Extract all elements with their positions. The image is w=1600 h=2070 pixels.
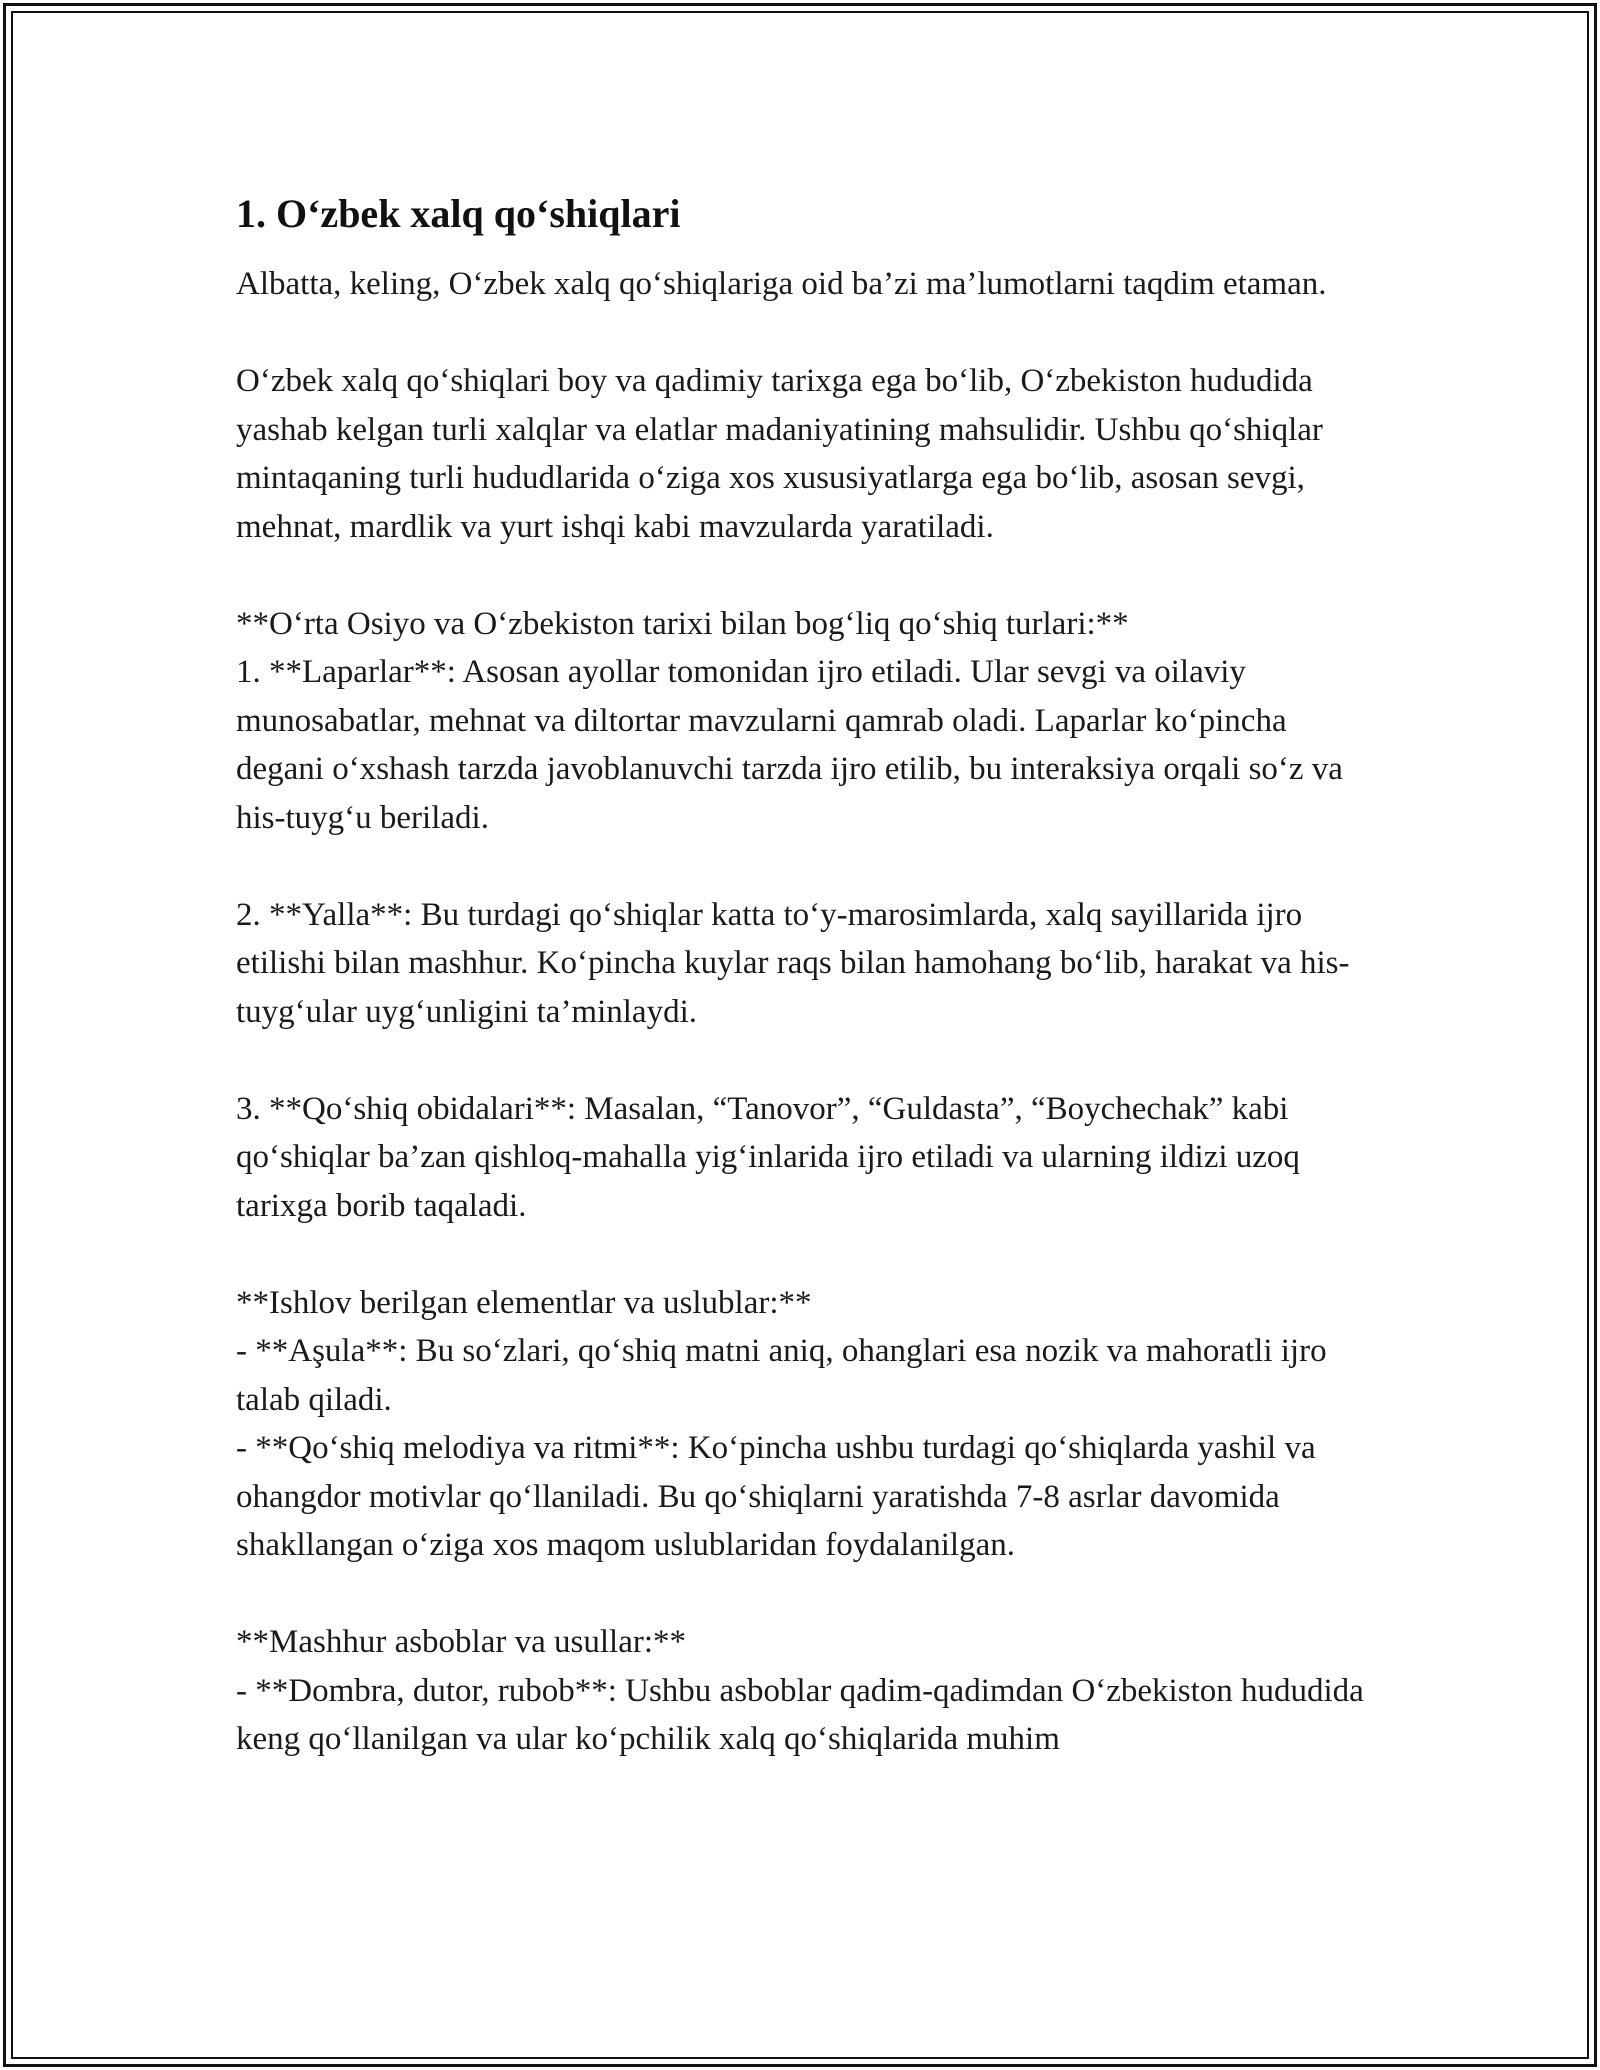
paragraph-spacer (236, 1570, 1376, 1619)
section-heading-instruments: **Mashhur asboblar va usullar:** (236, 1624, 686, 1660)
paragraph-spacer (236, 309, 1376, 358)
history-paragraph: O‘zbek xalq qo‘shiqlari boy va qadimiy tarixga ega bo‘lib, O‘zbekiston hududida yashab kelgan turli xalqlar va elatlar madaniyatining mahsulidir. Ushbu qo‘shiqlar mintaqaning turli hududlarida o‘ziga xos xususiyatlarga ega bo‘lib, asosan sevgi, mehnat, mardlik va yurt ishqi kabi mavzularda yaratiladi. (236, 363, 1323, 545)
list-item-dombra: - **Dombra, dutor, rubob**: Ushbu asboblar qadim-qadimdan O‘zbekiston hududida keng qo‘llanilgan va ular ko‘pchilik xalq qo‘shiqlarida muhim (236, 1672, 1364, 1757)
list-item-qoshiq-obidalari: 3. **Qo‘shiq obidalari**: Masalan, “Tanovor”, “Guldasta”, “Boychechak” kabi qo‘shiqlar ba’zan qishloq-mahalla yig‘inlarida ijro etiladi va ularning ildizi uzoq tarixga borib taqaladi. (236, 1090, 1300, 1224)
paragraph-spacer (236, 842, 1376, 891)
list-item-laparlar: 1. **Laparlar**: Asosan ayollar tomonidan ijro etiladi. Ular sevgi va oilaviy munosabatlar, mehnat va diltortar mavzularni qamrab oladi. Laparlar ko‘pincha degani o‘xshash tarzda javoblanuvchi tarzda ijro etilib, bu interaksiya orqali so‘z va his-tuyg‘u beriladi. (236, 654, 1343, 836)
paragraph-spacer (236, 1230, 1376, 1279)
paragraph-spacer (236, 551, 1376, 600)
list-item-ashula: - **Aşula**: Bu so‘zlari, qo‘shiq matni aniq, ohanglari esa nozik va mahoratli ijro talab qiladi. (236, 1333, 1327, 1418)
section-heading-song-types: **O‘rta Osiyo va O‘zbekiston tarixi bilan bog‘liq qo‘shiq turlari:** (236, 605, 1129, 642)
intro-paragraph: Albatta, keling, O‘zbek xalq qo‘shiqlariga oid ba’zi ma’lumotlarni taqdim etaman. (236, 266, 1327, 302)
list-item-yalla: 2. **Yalla**: Bu turdagi qo‘shiqlar katta to‘y-marosimlarda, xalq sayillarida ijro etilishi bilan mashhur. Ko‘pincha kuylar raqs bilan hamohang bo‘lib, harakat va his-tuyg‘ular uyg‘unligini ta’minlaydi. (236, 896, 1350, 1030)
paragraph-spacer (236, 1036, 1376, 1085)
document-body (236, 190, 1376, 1764)
list-item-melodiya: - **Qo‘shiq melodiya va ritmi**: Ko‘pincha ushbu turdagi qo‘shiqlarda yashil va ohangdor motivlar qo‘llaniladi. Bu qo‘shiqlarni yaratishda 7-8 asrlar davomida shakllangan o‘ziga xos maqom uslublaridan foydalanilgan. (236, 1430, 1316, 1563)
section-heading-elements: **Ishlov berilgan elementlar va uslublar:** (236, 1284, 812, 1321)
document-title: 1. O‘zbek xalq qo‘shiqlari (236, 191, 681, 236)
